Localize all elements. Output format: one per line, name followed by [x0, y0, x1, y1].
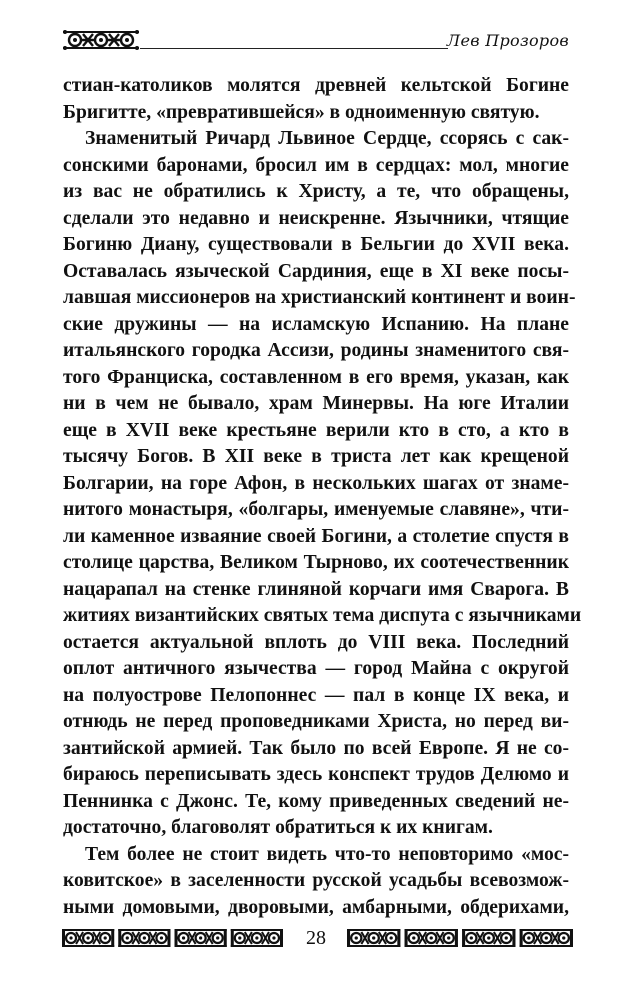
lace-ornament-icon — [63, 30, 139, 50]
page-footer — [62, 926, 574, 950]
text-line: житиях византийских святых тема диспута с язычниками — [63, 605, 582, 626]
page-number: 28 — [306, 927, 326, 949]
text-line: тысячу Богов. В XII веке в триста лет как крещеной — [63, 446, 569, 467]
text-line: ковитское» в заселенности русской усадьбы всевозмож- — [63, 870, 569, 891]
author-name: Лев Прозоров — [446, 31, 569, 50]
text-line: Бригитте, «превратившейся» в одноименную святую. — [63, 101, 540, 123]
text-line: Болгарии, на горе Афон, в нескольких шагах от знаме- — [63, 472, 569, 494]
text-line: ли каменное изваяние своей Богини, а столетие спустя в — [63, 525, 569, 547]
text-line: оплот античного язычества — город Майна с округой — [63, 658, 569, 679]
text-line: остается актуальной вплоть до VIII века. Последний — [63, 631, 569, 653]
text-line: Знаменитый Ричард Львиное Сердце, ссорясь с сак- — [85, 128, 569, 149]
text-line: Богиню Диану, существовали в Бельгии до XVII века. — [63, 234, 569, 255]
paragraph — [63, 73, 569, 126]
text-line: на полуострове Пелопоннес — пал в конце IX века, и — [63, 684, 569, 706]
text-line: лавшая миссионеров на христианский континент и воин- — [63, 287, 576, 308]
text-line: ными домовыми, дворовыми, амбарными, обдерихами, — [63, 896, 569, 918]
text-line: сонскими баронами, бросил им в сердцах: мол, многие — [63, 154, 569, 176]
text-line: итальянского городка Ассизи, родины знаменитого свя- — [63, 340, 569, 361]
text-line: ские дружины — на исламскую Испанию. На плане — [63, 313, 569, 335]
paragraph — [63, 842, 569, 922]
running-header — [63, 28, 569, 54]
text-line: стиан-католиков молятся древней кельтской Богине — [63, 75, 569, 96]
text-line: нацарапал на стенке глиняной корчаги имя Сварога. В — [63, 578, 569, 600]
text-line: нитого монастыря, «болгары, именуемые славяне», чти- — [63, 499, 569, 520]
body-text — [63, 73, 582, 921]
paragraph — [63, 126, 582, 842]
text-line: столице царства, Великом Тырново, их соотечественник — [63, 552, 569, 573]
text-line: ни в чем не бывало, храм Минервы. На юге Италии — [63, 393, 569, 414]
lace-ornament-band-icon — [62, 929, 283, 947]
text-line: того Франциска, составленном в его время, указан, как — [63, 366, 569, 388]
text-line: Пеннинка с Джонс. Те, кому приведенных сведений не- — [63, 790, 569, 812]
text-line: Тем более не стоит видеть что-то неповторимо «мос- — [85, 843, 569, 865]
text-line: Оставалась языческой Сардиния, еще в XI веке посы- — [63, 260, 569, 282]
text-line: из вас не обратились к Христу, а те, что обращены, — [63, 181, 569, 202]
text-line: еще в XVII веке крестьяне верили кто в сто, а кто в — [63, 419, 569, 441]
text-line: зантийской армией. Так было по всей Европе. Я не со- — [63, 737, 569, 759]
text-line: бираюсь переписывать здесь конспект трудов Делюмо и — [63, 764, 569, 785]
text-line: достаточно, благоволят обратиться к их книгам. — [63, 817, 493, 838]
text-line: сделали это недавно и неискренне. Язычники, чтящие — [63, 207, 569, 229]
text-line: отнюдь не перед проповедниками Христа, но перед ви- — [63, 711, 569, 732]
header-rule — [140, 48, 448, 49]
lace-ornament-band-icon — [347, 929, 573, 947]
